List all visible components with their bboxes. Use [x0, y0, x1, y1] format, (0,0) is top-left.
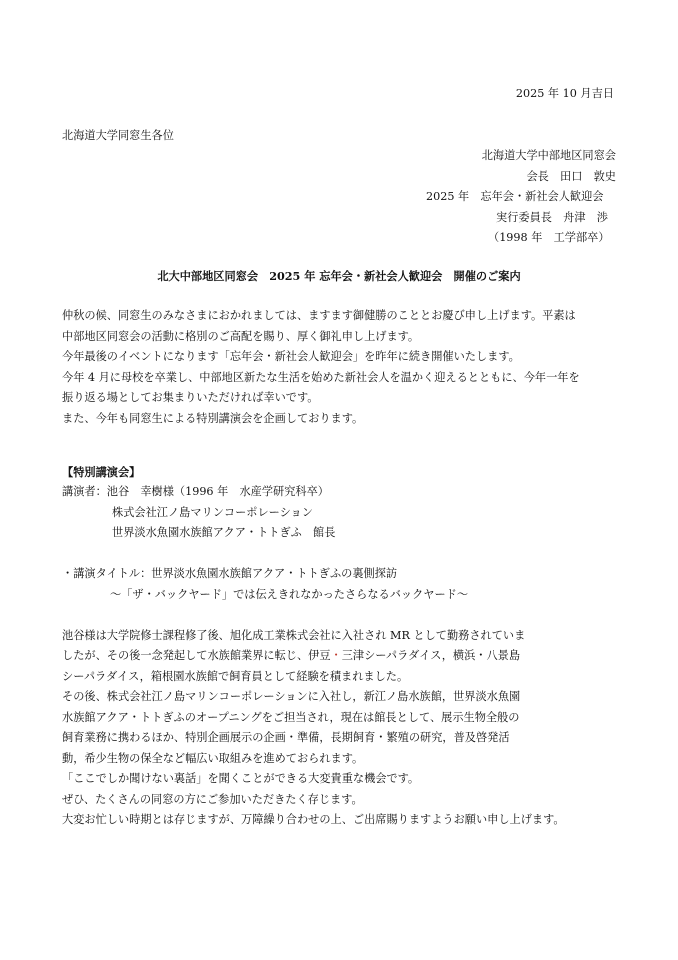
intro-line: 振り返る場としてお集まりいただければ幸いです。 — [62, 391, 319, 404]
intro-line: 今年 4 月に母校を卒業し、中部地区新たな生活を始めた新社会人を温かく迎えるとともに、今年一年を — [62, 370, 580, 384]
profile-line — [62, 646, 618, 667]
lecture-subtitle: ～「ザ・バックヤード」では伝えきれなかったさらなるバックヤード～ — [110, 587, 469, 601]
sender-block — [482, 146, 616, 187]
profile-line: 飼育業務に携わるほか、特別企画展示の企画・準備，長期飼育・繁殖の研究，普及啓発活 — [62, 731, 510, 744]
lecture-title: ・講演タイトル：世界淡水魚園水族館アクア・トトぎふの裏側探訪 — [62, 567, 398, 580]
profile-line2-dot: ・ — [330, 649, 342, 662]
lecturer-company: 株式会社江ノ島マリンコーポレーション — [112, 505, 313, 519]
lecturer-label: 講演者： — [62, 485, 107, 498]
lecturer-name: 池谷 幸樹様（1996 年 水産学研究科卒） — [106, 485, 329, 498]
sender-organization: 北海道大学中部地区同窓会 — [481, 149, 616, 162]
sender-event: 2025 年 忘年会・新社会人歓迎会 — [426, 190, 604, 203]
profile-line: 池谷様は大学院修士課程修了後、旭化成工業株式会社に入社され MR として勤務されていま — [62, 628, 526, 642]
profile-line2-text: したが、その後一念発起して水族館業界に転じ、伊豆 — [62, 649, 331, 662]
profile-line: その後、株式会社江ノ島マリンコーポレーションに入社し，新江ノ島水族館，世界淡水魚園 — [62, 690, 521, 703]
closing-line: 「ここでしか聞けない裏話」を聞くことができる大変貴重な機会です。 — [62, 772, 420, 785]
intro-line: また、今年も同窓生による特別講演会を企画しております。 — [62, 411, 364, 425]
intro-line: 仲秋の候、同窓生のみなさまにおかれましては、ますます御健勝のこととお慶び申し上げます。平素は — [62, 309, 576, 322]
sender-committee-block — [426, 187, 616, 249]
profile-line2-rest: 三津シーパラダイス，横浜・八景島 — [341, 649, 521, 662]
profile-line: 動，希少生物の保全など幅広い取組みを進めておられます。 — [62, 751, 364, 765]
letter-date: 2025 年 10 月吉日 — [515, 87, 614, 100]
sender-chair-note: （1998 年 工学部卒） — [488, 231, 610, 244]
profile-line: シーパラダイス，箱根園水族館で飼育員として経験を積まれました。 — [62, 669, 409, 683]
lecturer-position: 世界淡水魚園水族館アクア・トトぎふ 館長 — [112, 526, 336, 539]
subject-heading: 北大中部地区同窓会 2025 年 忘年会・新社会人歓迎会 開催のご案内 — [157, 269, 521, 283]
sender-president: 会長 田口 敦史 — [526, 169, 616, 183]
lecturer-row — [62, 482, 618, 503]
intro-line: 中部地区同窓会の活動に格別のご高配を賜り、厚く御礼申し上げます。 — [62, 329, 420, 343]
closing-line: 大変お忙しい時期とは存じますが、万障繰り合わせの上、ご出席賜りますようお願い申し上げます。 — [62, 813, 565, 826]
letter-body — [62, 306, 618, 831]
sender-committee-chair: 実行委員長 舟津 渉 — [496, 210, 608, 224]
lecture-heading: 【特別講演会】 — [62, 464, 141, 479]
closing-line: ぜひ、たくさんの同窓の方にご参加いただきたく存じます。 — [62, 792, 363, 806]
intro-line: 今年最後のイベントになります「忘年会・新社会人歓迎会」を昨年に続き開催いたします。 — [62, 350, 520, 363]
recipient: 北海道大学同窓生各位 — [62, 129, 174, 142]
profile-line: 水族館アクア・トトぎふのオープニングをご担当され，現在は館長として、展示生物全般の — [62, 710, 520, 724]
